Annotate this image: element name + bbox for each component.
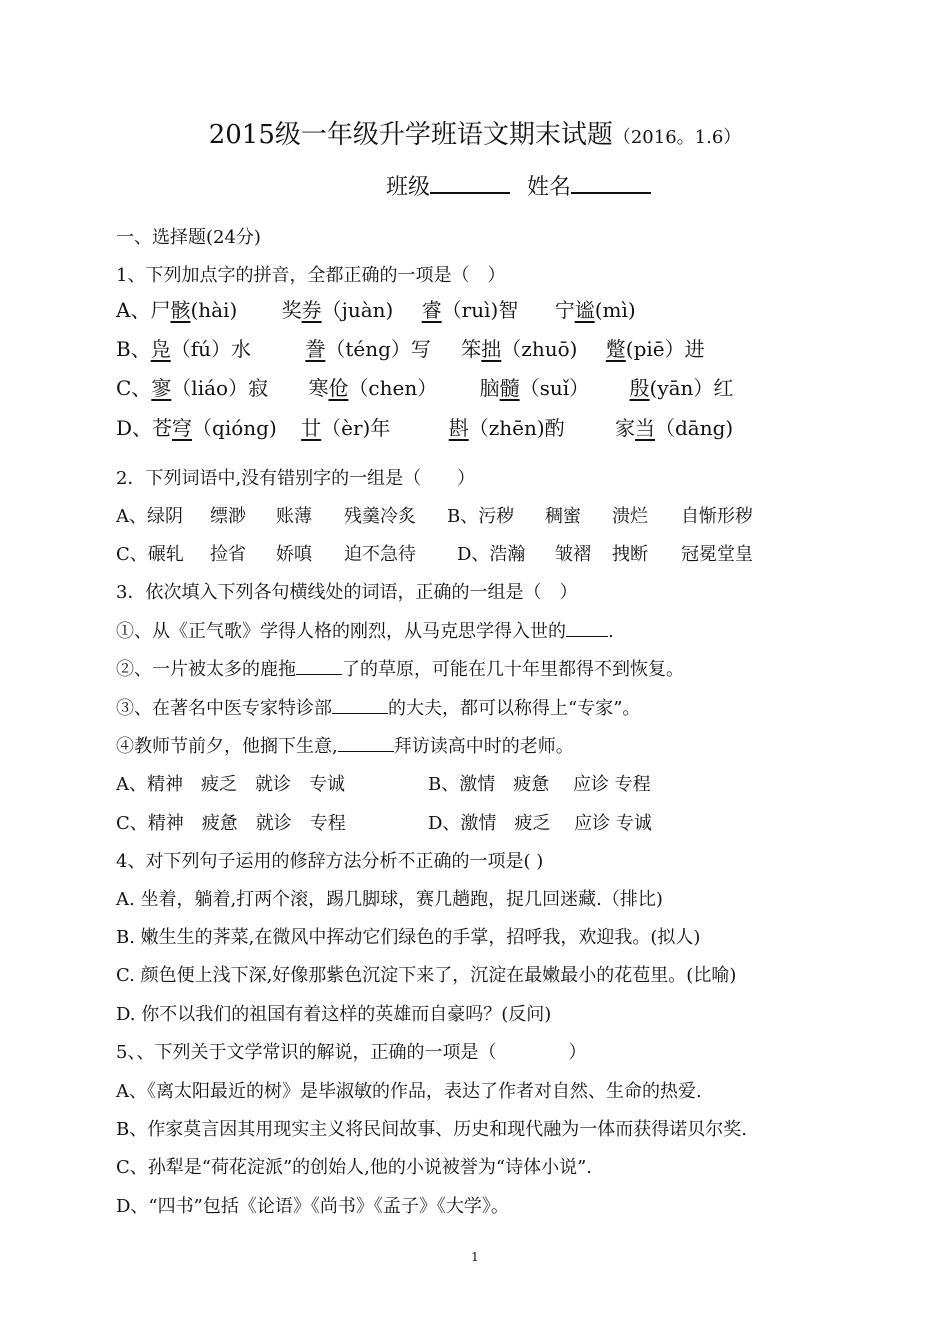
q4-option-b: B. 嫩生生的荠菜,在微风中挥动它们绿色的手掌，招呼我，欢迎我。(拟人) bbox=[116, 927, 701, 948]
q5-option-a: A、《离太阳最近的树》是毕淑敏的作品，表达了作者对自然、生命的热爱. bbox=[116, 1081, 702, 1102]
text: (hài) bbox=[190, 298, 238, 322]
dotted-char: 斟 bbox=[448, 416, 469, 440]
text: （èr)年 bbox=[321, 416, 391, 440]
word: B、污秽 bbox=[447, 506, 515, 527]
answer-blank[interactable] bbox=[566, 620, 608, 637]
word: 缥渺 bbox=[210, 506, 246, 527]
title-date: （2016。1.6） bbox=[612, 127, 742, 148]
dotted-char: 睿 bbox=[421, 298, 442, 322]
q4-stem: 4、对下列句子运用的修辞方法分析不正确的一项是( ) bbox=[116, 851, 544, 872]
dotted-char: 廿 bbox=[301, 416, 322, 440]
text: D、苍 bbox=[116, 416, 173, 440]
q1-option-d bbox=[116, 414, 733, 442]
name-label: 姓名 bbox=[527, 175, 572, 200]
text: 的大夫，都可以称得上“专家”。 bbox=[388, 698, 641, 719]
text: (yān）红 bbox=[649, 376, 734, 400]
q4-option-c: C. 颜色便上浅下深,好像那紫色沉淀下来了，沉淀在最嫩最小的花苞里。(比喻) bbox=[116, 965, 737, 986]
dotted-char: 凫 bbox=[150, 337, 171, 361]
dotted-char: 蹩 bbox=[605, 337, 626, 361]
dotted-char: 殷 bbox=[629, 376, 650, 400]
q1-option-c bbox=[116, 374, 733, 402]
dotted-char: 拙 bbox=[481, 337, 502, 361]
text: （juàn) bbox=[321, 298, 394, 322]
answer-blank[interactable] bbox=[338, 735, 394, 752]
word: 拽断 bbox=[612, 544, 648, 565]
text: （qióng) bbox=[192, 416, 277, 440]
q3-sentence-4 bbox=[116, 735, 574, 759]
word: 迫不急待 bbox=[344, 544, 416, 565]
q5-option-c: C、孙犁是“荷花淀派”的创始人,他的小说被誉为“诗体小说”. bbox=[116, 1157, 593, 1178]
word: 稠蜜 bbox=[545, 506, 581, 527]
word: 皱褶 bbox=[555, 544, 591, 565]
word: 账薄 bbox=[276, 506, 312, 527]
word: D、浩瀚 bbox=[457, 544, 526, 565]
page-number: 1 bbox=[471, 1250, 479, 1264]
dotted-char: 髓 bbox=[499, 376, 520, 400]
answer-blank[interactable] bbox=[296, 658, 342, 675]
q5-option-d: D、“四书”包括《论语》《尚书》《孟子》《大学》。 bbox=[116, 1196, 509, 1217]
text: （ruì)智 bbox=[441, 298, 519, 322]
word: 残羹冷炙 bbox=[344, 506, 416, 527]
class-name-line bbox=[386, 170, 651, 201]
dotted-char: 谧 bbox=[574, 298, 595, 322]
text: （chen） bbox=[348, 376, 438, 400]
text: A、尸 bbox=[116, 298, 171, 322]
text: （liáo）寂 bbox=[171, 376, 269, 400]
q2-stem: 2．下列词语中,没有错别字的一组是（ ） bbox=[116, 468, 476, 489]
text: ④教师节前夕，他搁下生意, bbox=[116, 736, 338, 757]
q4-option-d: D. 你不以我们的祖国有着这样的英雄而自豪吗？(反问) bbox=[116, 1004, 552, 1025]
dotted-char: 穹 bbox=[172, 416, 193, 440]
q3-option-d: D、激情 疲乏 应诊 专诚 bbox=[428, 813, 652, 834]
q3-option-b: B、激情 疲惫 应诊 专程 bbox=[428, 774, 651, 795]
q5-option-b: B、作家莫言因其用现实主义将民间故事、历史和现代融为一体而获得诺贝尔奖. bbox=[116, 1119, 747, 1140]
q3-stem: 3．依次填入下列各句横线处的词语，正确的一组是（ ） bbox=[116, 582, 578, 603]
text: （zhuō) bbox=[501, 337, 578, 361]
dotted-char: 伧 bbox=[328, 376, 349, 400]
text: ③、在著名中医专家特诊部 bbox=[116, 698, 332, 719]
text: （fú）水 bbox=[170, 337, 251, 361]
q1-option-a bbox=[116, 296, 636, 324]
text: ②、一片被太多的鹿拖 bbox=[116, 659, 296, 680]
text: B、 bbox=[116, 337, 151, 361]
text: 家 bbox=[615, 416, 635, 440]
q3-option-c: C、精神 疲惫 就诊 专程 bbox=[116, 813, 346, 834]
text: （téng）写 bbox=[325, 337, 431, 361]
text: 拜访读高中时的老师。 bbox=[393, 736, 574, 757]
word: A、绿阴 bbox=[116, 506, 183, 527]
text: 脑 bbox=[479, 376, 500, 400]
word: 冠冕堂皇 bbox=[681, 544, 753, 565]
dotted-char: 寥 bbox=[151, 376, 172, 400]
text: . bbox=[608, 621, 614, 642]
text: 奖 bbox=[281, 298, 302, 322]
section-heading: 一、选择题(24分) bbox=[116, 227, 261, 248]
word: 溃烂 bbox=[612, 506, 648, 527]
text: (piē）进 bbox=[625, 337, 705, 361]
dotted-char: 誊 bbox=[305, 337, 326, 361]
text: C、 bbox=[116, 376, 152, 400]
q1-option-b bbox=[116, 335, 705, 363]
text: 笨 bbox=[461, 337, 482, 361]
word: C、碾轧 bbox=[116, 544, 184, 565]
text: （dāng) bbox=[655, 416, 734, 440]
text: (mì) bbox=[594, 298, 636, 322]
dotted-char: 券 bbox=[301, 298, 322, 322]
q3-sentence-3 bbox=[116, 697, 640, 721]
title-main: 2015级一年级升学班语文期末试题 bbox=[208, 120, 613, 150]
text: ①、从《正气歌》学得人格的刚烈，从马克思学得入世的 bbox=[116, 621, 566, 642]
name-blank[interactable] bbox=[571, 172, 651, 194]
word: 捡省 bbox=[210, 544, 246, 565]
answer-blank[interactable] bbox=[332, 697, 388, 714]
class-blank[interactable] bbox=[430, 172, 510, 194]
text: 寒 bbox=[308, 376, 329, 400]
text: 了的草原，可能在几十年里都得不到恢复。 bbox=[342, 659, 684, 680]
dotted-char: 骸 bbox=[170, 298, 191, 322]
exam-title bbox=[0, 114, 950, 151]
class-label: 班级 bbox=[386, 175, 431, 200]
q5-stem: 5、、下列关于文学常识的解说，正确的一项是（ ） bbox=[116, 1042, 587, 1063]
text: （zhēn)酌 bbox=[468, 416, 565, 440]
word: 自惭形秽 bbox=[681, 506, 753, 527]
q3-sentence-2 bbox=[116, 658, 684, 682]
dotted-char: 当 bbox=[635, 416, 655, 440]
word: 娇嗔 bbox=[276, 544, 312, 565]
q3-sentence-1 bbox=[116, 620, 614, 644]
q3-option-a: A、精神 疲乏 就诊 专诚 bbox=[116, 774, 345, 795]
text: （suǐ） bbox=[519, 376, 590, 400]
q1-stem: 1、下列加点字的拼音，全都正确的一项是（ ） bbox=[116, 265, 506, 286]
text: 宁 bbox=[554, 298, 575, 322]
q4-option-a: A. 坐着，躺着,打两个滚，踢几脚球，赛几趟跑，捉几回迷藏.（排比) bbox=[116, 889, 663, 910]
